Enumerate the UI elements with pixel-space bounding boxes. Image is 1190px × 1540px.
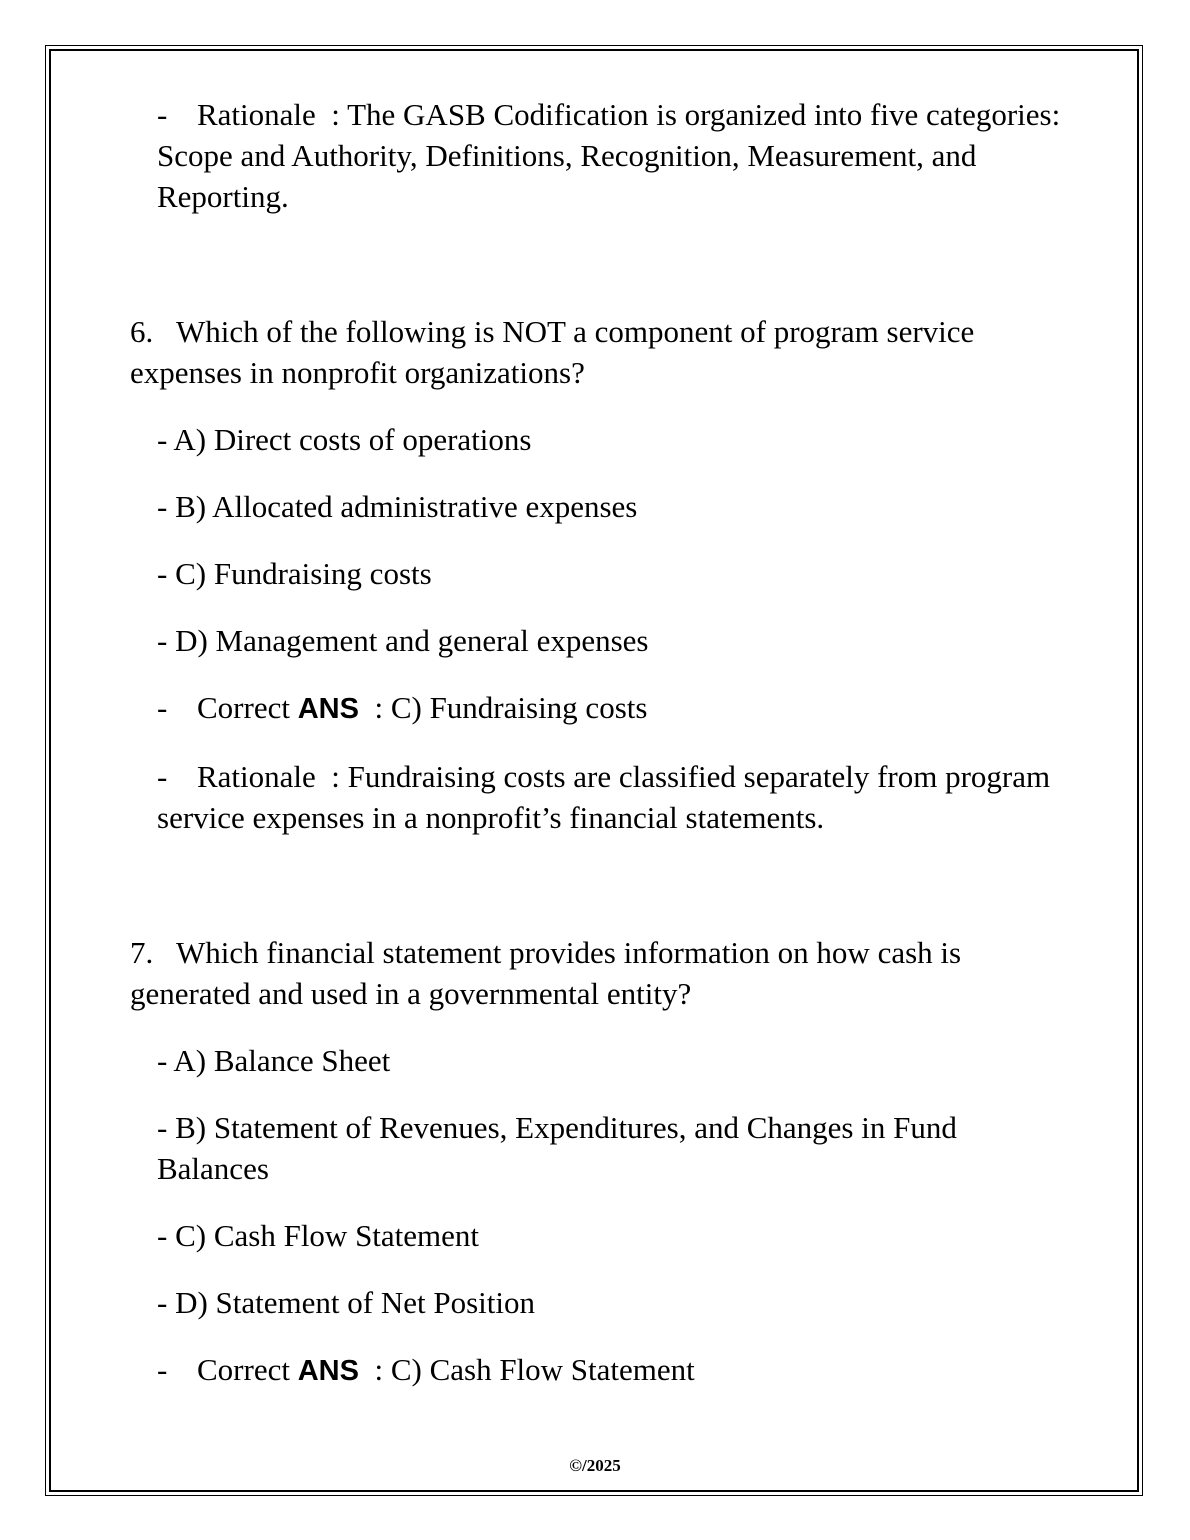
copyright-footer: ©/2025	[569, 1456, 621, 1475]
correct-label: Correct	[197, 690, 290, 725]
correct-value: : C) Cash Flow Statement	[374, 1352, 695, 1387]
question-number: 6.	[130, 314, 154, 349]
q6-correct-answer	[130, 687, 1070, 730]
q7-option-b: - B) Statement of Revenues, Expenditures, and Changes in Fund Balances	[157, 1110, 957, 1186]
correct-value: : C) Fundraising costs	[374, 690, 648, 725]
q7-option-c: - C) Cash Flow Statement	[157, 1218, 480, 1253]
q6-option-c: - C) Fundraising costs	[157, 556, 432, 591]
q6-option-d: - D) Management and general expenses	[157, 623, 649, 658]
ans-label: ANS	[297, 1355, 359, 1387]
rationale-text: : Fundraising costs are classified separately from program service expenses in a nonprofit’s financial statements.	[157, 759, 1051, 835]
q7-option-d: - D) Statement of Net Position	[157, 1285, 535, 1320]
q6-option-a: - A) Direct costs of operations	[157, 422, 532, 457]
q7-correct-answer	[130, 1349, 1070, 1392]
q6-option-b: - B) Allocated administrative expenses	[157, 489, 638, 524]
q6-rationale	[130, 756, 1070, 838]
document-body	[130, 94, 1070, 1392]
bullet-dash: -	[157, 759, 168, 794]
question-text: Which of the following is NOT a component of program service expenses in nonprofit organizations?	[130, 314, 975, 390]
q6-question	[130, 311, 1070, 393]
question-number: 7.	[130, 935, 154, 970]
rationale-label: Rationale	[197, 759, 316, 794]
question-text: Which financial statement provides information on how cash is generated and used in a governmental entity?	[130, 935, 962, 1011]
bullet-dash: -	[157, 1352, 168, 1387]
bullet-dash: -	[157, 690, 168, 725]
rationale-text: : The GASB Codification is organized into five categories: Scope and Authority, Definitions, Recognition, Measurement, and Reporting.	[157, 97, 1061, 214]
rationale-label: Rationale	[197, 97, 316, 132]
correct-label: Correct	[197, 1352, 290, 1387]
ans-label: ANS	[297, 693, 359, 725]
q7-option-a: - A) Balance Sheet	[157, 1043, 391, 1078]
q5-rationale	[130, 94, 1070, 217]
q7-question	[130, 932, 1070, 1014]
bullet-dash: -	[157, 97, 168, 132]
